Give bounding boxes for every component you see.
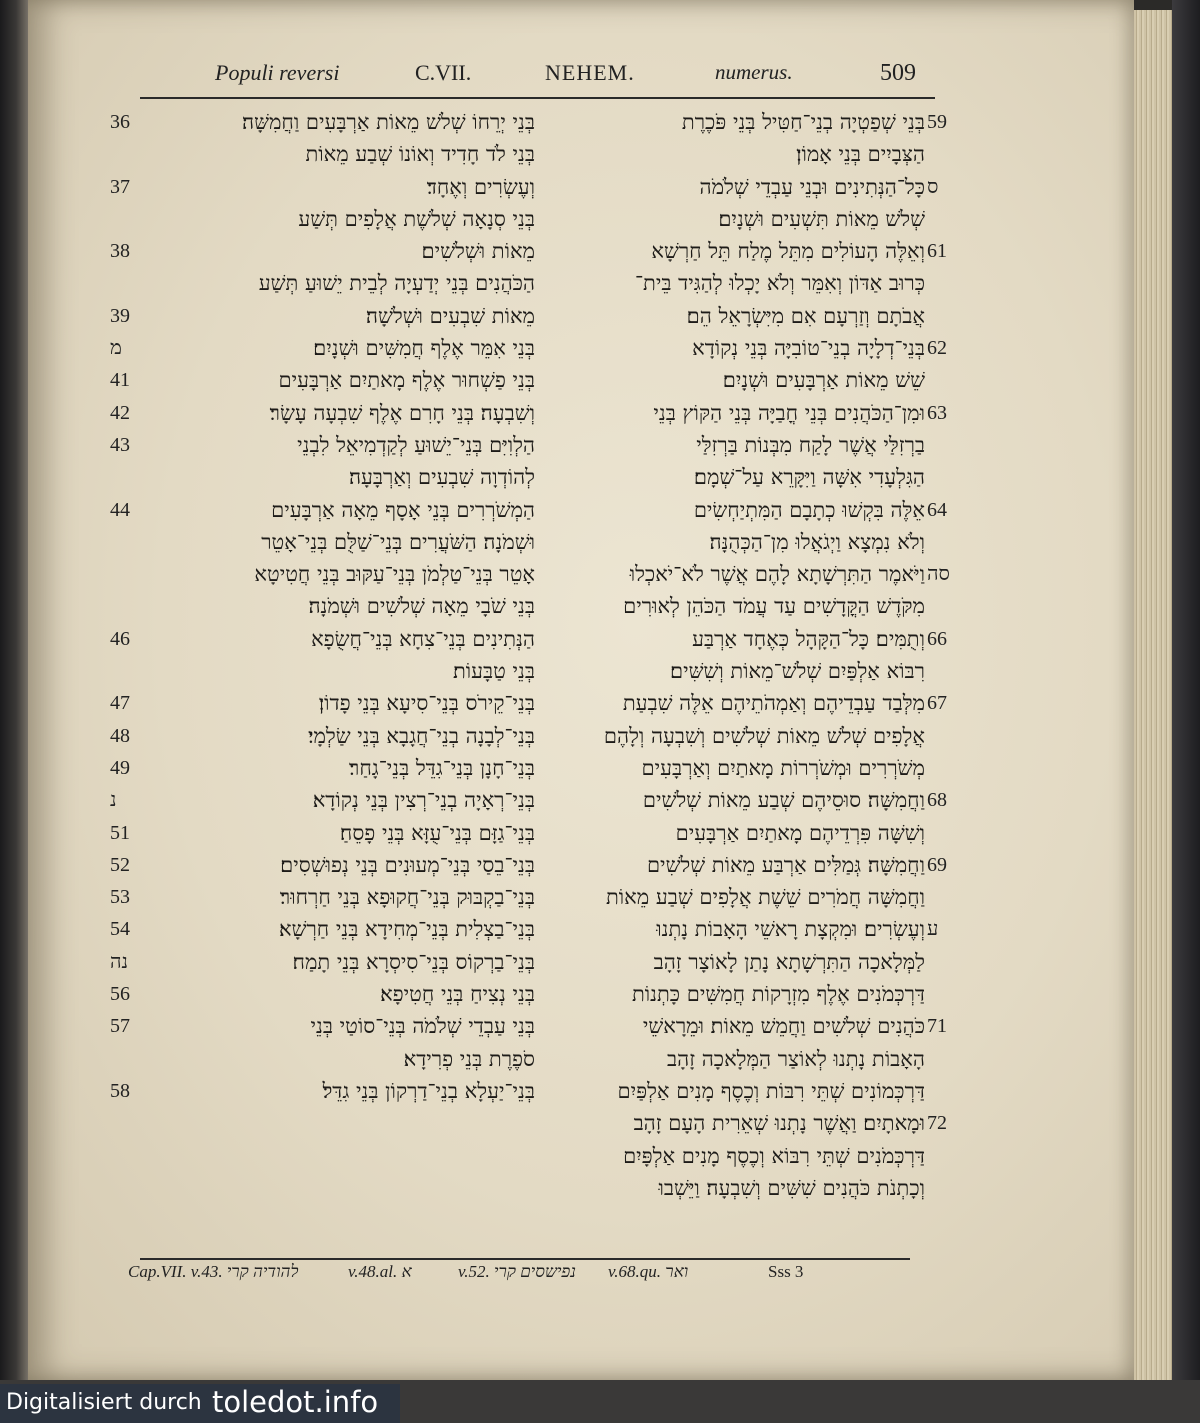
- verse-line: [110, 913, 535, 945]
- verse-number: 63: [927, 401, 947, 424]
- hebrew-text: בְּנֵי־דְלָיָה בְנֵי־טוֹבִיָּה בְּנֵי נְקוֹדָא: [692, 336, 925, 361]
- back-cover: [1172, 0, 1200, 1380]
- verse-number: 51: [110, 821, 130, 844]
- footnote-2: v.48.al. א: [348, 1262, 412, 1281]
- verse-number: 42: [110, 401, 130, 424]
- verse-line: [535, 106, 965, 138]
- hebrew-text: וַחֲמִשָּׁה׃ סוּסֵיהֶם שְׁבַע מֵאוֹת שְׁלֹשִׁים: [642, 788, 925, 813]
- verse-number: 56: [110, 983, 130, 1006]
- verse-number: 59: [927, 111, 947, 133]
- verse-line: [535, 1140, 965, 1172]
- verse-line: [110, 752, 535, 784]
- hebrew-text: סֹפֶרֶת בְּנֵי פְרִידָא׃: [403, 1046, 535, 1071]
- hebrew-text: בְּנֵי־בֵסַי בְּנֵי־מְעוּנִים בְּנֵי נְפוּשְׁסִים׃: [280, 852, 535, 877]
- watermark-prefix: Digitalisiert durch: [6, 1390, 202, 1415]
- verse-line: [535, 235, 965, 267]
- verse-line: [535, 300, 965, 332]
- hebrew-text: בְּנֵי־קֵירֹס בְּנֵי־סִיעָא בְּנֵי פָדוֹן׃: [318, 691, 535, 716]
- hebrew-text: הַגִּלְעָדִי אִשָּׁה וַיִּקָּרֵא עַל־שְׁמָם׃: [693, 465, 925, 490]
- verse-line: [110, 881, 535, 913]
- masorah-footnotes: [128, 1262, 918, 1292]
- hebrew-text: בְּנֵי לֹד חָדִיד וְאוֹנוֹ שְׁבַע מֵאוֹת: [305, 142, 535, 167]
- footnote-4: v.68.qu. ואר: [608, 1262, 689, 1281]
- verse-line: [110, 1010, 535, 1042]
- hebrew-text: בְּנֵי נְצִיחַ בְּנֵי חֲטִיפָא׃: [380, 982, 535, 1007]
- hebrew-text: אֵלֶּה בִּקְשׁוּ כְתָבָם הַמִּתְיַחְשִׂים: [693, 497, 925, 522]
- verse-number: נה: [110, 950, 129, 973]
- verse-line: [535, 720, 965, 752]
- header-chapter: C.VII.: [415, 60, 472, 85]
- verse-line: [535, 1075, 965, 1107]
- hebrew-text: מִקֹּדֶשׁ הַקֳּדָשִׁים עַד עֲמֹד הַכֹּהֵן לְאוּרִים: [623, 594, 925, 619]
- hebrew-text: בְּנֵי אִמֵּר אֶלֶף חֲמִשִּׁים וּשְׁנָיִם׃: [313, 336, 535, 361]
- verse-line: [535, 623, 965, 655]
- hebrew-text: דַּרְכְּמוֹנִים שְׁתֵּי רִבּוֹת וְכֶסֶף מָנִים אַלְפַּיִם: [617, 1078, 925, 1103]
- verse-line: [535, 267, 965, 299]
- hebrew-text: בְּנֵי טַבָּעוֹת׃: [452, 659, 535, 684]
- hebrew-text: הַנְּתִינִים בְּנֵי־צִחָא בְּנֵי־חֲשֻׂפָא: [311, 626, 535, 651]
- verse-line: [110, 138, 535, 170]
- hebrew-text: וְעֶשְׂרִים׃ וּמִקְצָת רָאשֵׁי הָאָבוֹת נָתְנוּ: [656, 917, 925, 942]
- verse-line: [110, 397, 535, 429]
- running-header: [200, 60, 935, 100]
- verse-line: [535, 461, 965, 493]
- verse-line: [535, 784, 965, 816]
- hebrew-text: הַכֹּהֲנִים בְּנֵי יְדַעְיָה לְבֵית יֵשׁוּעַ תְּשַׁע: [258, 271, 535, 296]
- header-book: NEHEM.: [545, 60, 635, 85]
- hebrew-text: דַּרְכְּמֹנִים שְׁתֵּי רִבּוֹא וְכֶסֶף מָנִים אַלְפָּיִם: [623, 1143, 925, 1168]
- hebrew-text: לַמְּלָאכָה הַתִּרְשָׁתָא נָתַן לָאוֹצָר זָהָב: [653, 949, 925, 974]
- verse-line: [110, 267, 535, 299]
- hebrew-text: אֲבֹתָם וְזַרְעָם אִם מִיִּשְׂרָאֵל הֵם׃: [686, 303, 925, 328]
- verse-line: [535, 946, 965, 978]
- hebrew-text: כָּל־הַנְּתִינִים וּבְנֵי עַבְדֵי שְׁלֹמֹה: [699, 174, 925, 199]
- hebrew-text: וּמִן־הַכֹּהֲנִים בְּנֵי חֳבַיָּה בְּנֵי הַקּוֹץ בְּנֵי: [653, 400, 925, 425]
- hebrew-text: וּמָאתָיִם׃ וַאֲשֶׁר נָתְנוּ שְׁאֵרִית הָעָם זָהָב: [633, 1111, 925, 1136]
- verse-line: [110, 817, 535, 849]
- verse-line: [110, 784, 535, 816]
- hebrew-text: לְהוֹדְוָה שִׁבְעִים וְאַרְבָּעָה׃: [348, 465, 535, 490]
- verse-line: [535, 332, 965, 364]
- footer-rule: [140, 1258, 910, 1260]
- page-number: 509: [880, 60, 916, 86]
- page-edges: [1134, 10, 1172, 1380]
- verse-line: [110, 978, 535, 1010]
- hebrew-text: שֵׁשׁ מֵאוֹת אַרְבָּעִים וּשְׁנָיִם׃: [722, 368, 925, 393]
- digitization-watermark: [0, 1384, 400, 1423]
- verse-number: 52: [110, 853, 130, 876]
- verse-number: 48: [110, 724, 130, 747]
- hebrew-text: רִבּוֹא אַלְפַּיִם שְׁלֹשׁ־מֵאוֹת וְשִׁשִּׁים׃: [669, 659, 925, 684]
- hebrew-text: מֵאוֹת שִׁבְעִים וּשְׁלֹשָׁה׃: [365, 303, 535, 328]
- hebrew-text: וּשְׁמֹנָה׃ הַשֹּׁעֲרִים בְּנֵי־שַׁלֻּם בְּנֵי־אָטֵר: [261, 529, 535, 554]
- verse-line: [535, 558, 965, 590]
- hebrew-text: אֲלָפִים שְׁלֹשׁ מֵאוֹת שְׁלֹשִׁים וְשִׁבְעָה וְלָהֶם: [603, 723, 925, 748]
- verse-line: [535, 687, 965, 719]
- verse-line: [110, 590, 535, 622]
- verse-number: 69: [927, 853, 947, 876]
- hebrew-text: אָטֵר בְּנֵי־טַלְמֹן בְּנֵי־עַקּוּב בְּנֵי חֲטִיטָא: [254, 562, 535, 587]
- verse-line: [535, 1010, 965, 1042]
- hebrew-text: כֹּהֲנִים שְׁלֹשִׁים וַחֲמֵשׁ מֵאוֹת׃ וּמֵרָאשֵׁי: [642, 1014, 925, 1039]
- hebrew-text: בְּנֵי־בַצְלִית בְּנֵי־מְחִידָא בְּנֵי חַרְשָׁא׃: [278, 917, 535, 942]
- hebrew-text: בְּנֵי־בַקְבּוּק בְּנֵי־חֲקוּפָא בְּנֵי חַרְחוּר׃: [279, 885, 535, 910]
- verse-number: 71: [927, 1015, 947, 1038]
- verse-number: 43: [110, 433, 130, 456]
- hebrew-text: בְּנֵי־לְבָנָה בְנֵי־חֲגָבָא בְּנֵי שַׂלְמָי׃: [307, 723, 535, 748]
- hebrew-text: וְתֻמִּים׃ כָּל־הַקָּהָל כְּאֶחָד אַרְבַּע: [692, 626, 925, 651]
- verse-line: [535, 138, 965, 170]
- verse-line: [110, 1075, 535, 1107]
- verse-line: [535, 397, 965, 429]
- hebrew-text: בְּנֵי סְנָאָה שְׁלֹשֶׁת אֲלָפִים תְּשַׁע: [298, 206, 535, 231]
- verse-number: 58: [110, 1079, 130, 1102]
- hebrew-text: מְשֹׁרְרִים וּמְשֹׁרְרוֹת מָאתַיִם וְאַרְבָּעִים: [641, 755, 925, 780]
- verse-line: [535, 364, 965, 396]
- verse-line: [110, 623, 535, 655]
- verse-number: 62: [927, 337, 947, 360]
- verse-line: [110, 687, 535, 719]
- hebrew-text: הַמְשֹׁרְרִים בְּנֵי אָסָף מֵאָה אַרְבָּעִים: [271, 497, 535, 522]
- verse-number: 39: [110, 304, 130, 327]
- verse-number: 53: [110, 886, 130, 909]
- left-text-column: [110, 106, 535, 1107]
- hebrew-text: וְאֵלֶּה הָעוֹלִים מִתֵּל מֶלַח תֵּל חַרְשָׁא: [651, 239, 925, 264]
- verse-line: [535, 1172, 965, 1204]
- verse-line: [110, 364, 535, 396]
- hebrew-text: בְּנֵי־רְאָיָה בְנֵי־רְצִין בְּנֵי נְקוֹדָא׃: [312, 788, 535, 813]
- hebrew-text: מֵאוֹת וּשְׁלֹשִׁים׃: [421, 239, 535, 264]
- verse-line: [110, 235, 535, 267]
- hebrew-text: הַלְוִיִּם בְּנֵי־יֵשׁוּעַ לְקַדְמִיאֵל לִבְנֵי: [297, 432, 535, 457]
- watermark-site[interactable]: toledot.info: [212, 1385, 379, 1419]
- hebrew-text: דַּרְכְּמֹנִים אֶלֶף מִזְרָקוֹת חֲמִשִּׁים כָּתְנוֹת: [631, 982, 925, 1007]
- verse-line: [110, 849, 535, 881]
- hebrew-text: הַצְּבָיִים בְּנֵי אָמוֹן׃: [796, 142, 925, 167]
- verse-line: [535, 203, 965, 235]
- verse-line: [535, 752, 965, 784]
- hebrew-text: בְּנֵי עַבְדֵי שְׁלֹמֹה בְּנֵי־סוֹטַי בְּנֵי: [310, 1014, 535, 1039]
- hebrew-text: בְּנֵי פַשְׁחוּר אֶלֶף מָאתַיִם אַרְבָּעִים: [278, 368, 535, 393]
- signature-mark: Sss 3: [768, 1262, 804, 1281]
- verse-line: [535, 171, 965, 203]
- verse-line: [110, 526, 535, 558]
- hebrew-text: בְּנֵי־יַעְלָא בְנֵי־דַרְקוֹן בְּנֵי גִדֵּל׃: [322, 1078, 535, 1103]
- footnote-1: Cap.VII. v.43. להודיה קרי: [128, 1262, 299, 1281]
- hebrew-text: וְשִׁשָּׁה פִּרְדֵיהֶם מָאתַיִם אַרְבָּעִים: [675, 820, 925, 845]
- hebrew-text: בְּנֵי־חָנָן בְּנֵי־גִדֵּל בְּנֵי־גָחַר׃: [349, 755, 535, 780]
- hebrew-text: שְׁלֹשׁ מֵאוֹת תִּשְׁעִים וּשְׁנָיִם׃: [718, 206, 925, 231]
- verse-line: [110, 171, 535, 203]
- verse-number: 44: [110, 498, 130, 521]
- verse-number: 66: [927, 627, 947, 650]
- verse-number: נ: [110, 789, 117, 812]
- verse-number: סה: [927, 563, 950, 586]
- verse-number: 67: [927, 692, 947, 715]
- verse-line: [535, 1107, 965, 1139]
- verse-number: 38: [110, 240, 130, 263]
- verse-line: [110, 106, 535, 138]
- verse-number: 49: [110, 756, 130, 779]
- header-right-title: numerus.: [715, 60, 793, 84]
- verse-line: [110, 1043, 535, 1075]
- hebrew-text: וַחֲמִשָּׁה חֲמֹרִים שֵׁשֶׁת אֲלָפִים שְׁבַע מֵאוֹת: [605, 885, 925, 910]
- verse-line: [110, 203, 535, 235]
- verse-line: [535, 655, 965, 687]
- verse-line: [535, 849, 965, 881]
- hebrew-text: וְעֶשְׂרִים וְאֶחָד׃: [426, 174, 535, 199]
- verse-number: 41: [110, 369, 130, 392]
- verse-line: [535, 1043, 965, 1075]
- header-rule: [140, 97, 935, 99]
- header-left-title: Populi reversi: [215, 60, 340, 85]
- verse-line: [535, 429, 965, 461]
- verse-line: [535, 881, 965, 913]
- hebrew-text: הָאָבוֹת נָתְנוּ לְאוֹצַר הַמְּלָאכָה זָהָב: [667, 1046, 925, 1071]
- verse-line: [110, 494, 535, 526]
- verse-number: מ: [110, 337, 122, 360]
- right-text-column: [535, 106, 965, 1204]
- verse-line: [535, 978, 965, 1010]
- verse-number: 68: [927, 789, 947, 812]
- hebrew-text: בְּנֵי שְׁפַטְיָה בְנֵי־חַטִּיל בְּנֵי פֹּכֶרֶת: [681, 110, 925, 134]
- verse-line: [535, 526, 965, 558]
- verse-number: 61: [927, 240, 947, 263]
- hebrew-text: בַרְזִלַּי אֲשֶׁר לָקַח מִבְּנוֹת בַּרְזִלַּי: [696, 432, 925, 457]
- hebrew-text: וְלֹא נִמְצָא וַיְגֹאֲלוּ מִן־הַכְּהֻנָּה׃: [709, 529, 925, 554]
- verse-line: [110, 300, 535, 332]
- verse-line: [110, 558, 535, 590]
- verse-line: [110, 461, 535, 493]
- verse-number: 37: [110, 175, 130, 198]
- hebrew-text: מִלְּבַד עַבְדֵיהֶם וְאַמְהֹתֵיהֶם אֵלֶּה שִׁבְעַת: [622, 691, 925, 716]
- verse-line: [535, 494, 965, 526]
- hebrew-text: וַחֲמִשָּׁה׃ גְּמַלִּים אַרְבַּע מֵאוֹת שְׁלֹשִׁים: [646, 852, 925, 877]
- hebrew-text: וְשִׁבְעָה׃ בְּנֵי חָרִם אֶלֶף שִׁבְעָה עָשָׂר׃: [269, 400, 535, 425]
- verse-line: [110, 332, 535, 364]
- hebrew-text: בְּנֵי־בַרְקוֹס בְּנֵי־סִיסְרָא בְּנֵי תָמַח׃: [292, 949, 535, 974]
- hebrew-text: בְּנֵי־גַזָּם בְּנֵי־עֻזָּא בְּנֵי פָסֵחַ׃: [339, 820, 535, 845]
- hebrew-text: וַיֹּאמֶר הַתִּרְשָׁתָא לָהֶם אֲשֶׁר לֹא־יֹאכְלוּ: [629, 562, 925, 587]
- hebrew-text: בְּנֵי יְרֵחוֹ שְׁלֹשׁ מֵאוֹת אַרְבָּעִים וַחֲמִשָּׁה׃: [242, 110, 535, 134]
- verse-number: 47: [110, 692, 130, 715]
- verse-number: 54: [110, 918, 130, 941]
- verse-line: [110, 429, 535, 461]
- verse-number: 46: [110, 627, 130, 650]
- verse-line: [110, 655, 535, 687]
- verse-number: 64: [927, 498, 947, 521]
- hebrew-text: בְּנֵי שֹׁבָי מֵאָה שְׁלֹשִׁים וּשְׁמֹנָה׃: [308, 594, 535, 619]
- verse-line: [535, 913, 965, 945]
- verse-line: [110, 720, 535, 752]
- hebrew-text: כְּרוּב אַדּוֹן וְאִמֵּר וְלֹא יָכְלוּ לְהַגִּיד בֵּית־: [635, 271, 925, 296]
- verse-number: ס: [927, 175, 939, 198]
- verse-number: 72: [927, 1112, 947, 1135]
- verse-line: [535, 817, 965, 849]
- hebrew-text: וְכָתְנֹת כֹּהֲנִים שִׁשִּׁים וְשִׁבְעָה׃ וַיֵּשְׁבוּ: [658, 1175, 925, 1200]
- footnote-3: v.52. נפישסים קרי: [458, 1262, 576, 1281]
- verse-number: 36: [110, 111, 130, 133]
- verse-number: 57: [110, 1015, 130, 1038]
- verse-line: [535, 590, 965, 622]
- verse-number: ע: [927, 918, 939, 941]
- verse-line: [110, 946, 535, 978]
